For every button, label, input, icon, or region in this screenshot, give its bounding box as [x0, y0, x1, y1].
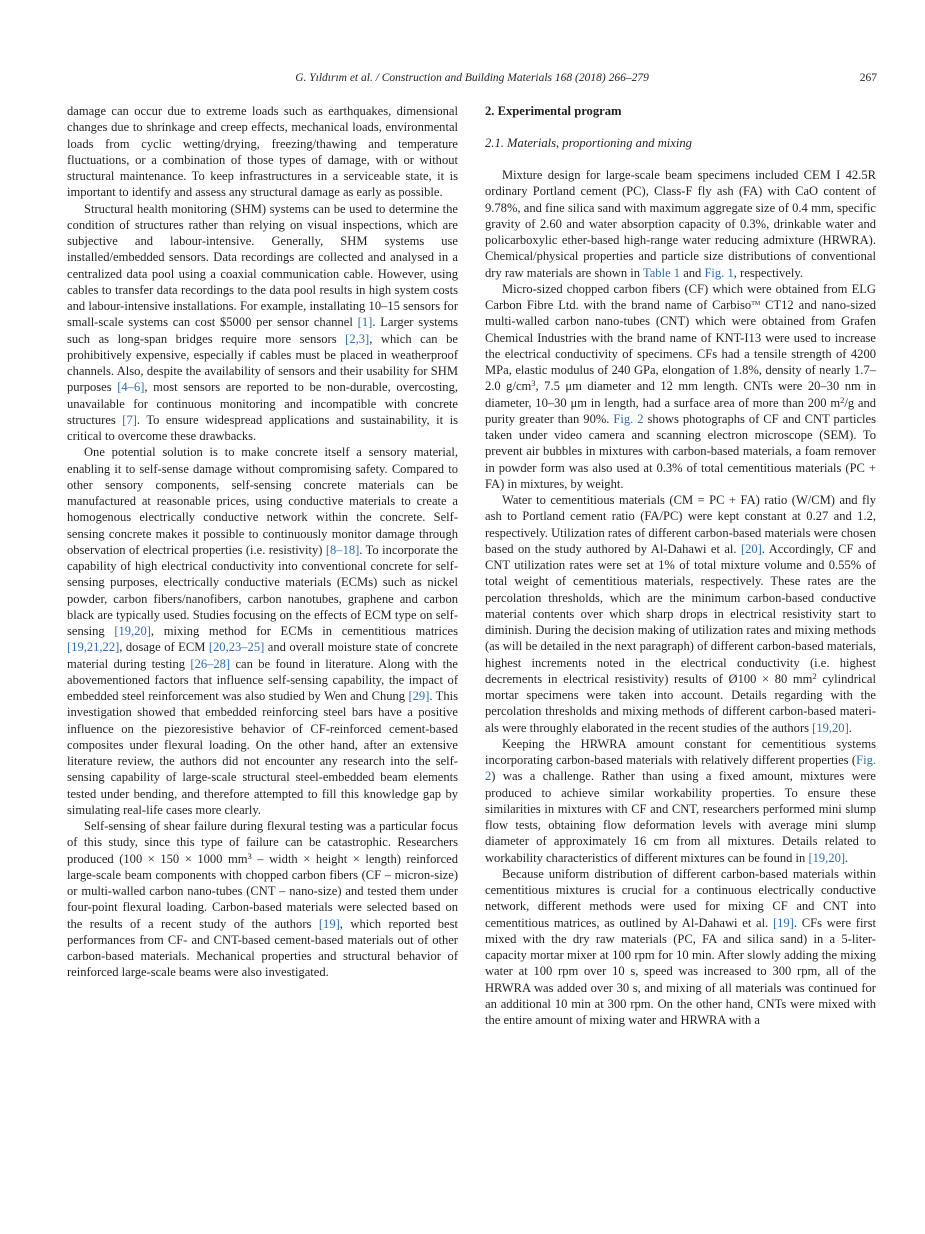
paragraph-carbon-materials: Micro-sized chopped carbon fibers (CF) which were obtained from ELG Carbon Fibre Ltd. with the brand name of Carbiso™ CT12 and nano-sized multi-walled carbon nano-tubes (CNT) which were obtained from Grafen Chemical Industries with the brand name of KNT-I13 were used to increase the electrical conductivity of specimens. CFs had a tensile strength of 4200 MPa, elastic modulus of 240 GPa, elongation of 1.8%, density of nearly 1.7–2.0 $g/cm^3$, 7.5 μm diameter and 12 mm length. CNTs were 20–30 nm in diameter, 10–30 μm in length, had a surface area of more than 200 $m^2/g$ and purity greater than 90%. Fig. 2 shows photographs of CF and CNT particles taken under video camera and scanning electron microscope (SEM). To prevent air bubbles in mixtures with carbon-based materials, a foam remover in powder form was also used at 0.3% of total cementitious materials (PC + FA) in mixtures, by weight. — [485, 281, 877, 491]
right-column — [485, 103, 876, 1028]
subsection-heading: 2.1. Materials, proportioning and mixing — [485, 136, 692, 150]
paragraph-shear-failure: Self-sensing of shear failure during flexural testing was a particular focus of this study, since this type of failure can be catastrophic. Researchers produced (100 × 150 × 1000 $mm^3$ – width × height × length) reinforced large-scale beam components with chopped carbon fibers (CF – micron-size) or multi-walled carbon nano-tubes (CNT – nano-size) and tested them under four-point flexural loading. Carbon-based materials were selected based on the results of a recent study of the authors [19], which reported best performances from CF- and CNT-based cement-based materials out of other carbon-based materials. Mechanical properties and structural behavior of reinforced large-scale beams were also investigated. — [67, 819, 458, 980]
citation-link[interactable]: [1] — [357, 315, 373, 330]
figure-link[interactable]: Fig. 2 — [485, 753, 876, 784]
paragraph-shm: Structural health monitoring (SHM) systems can be used to determine the condition of structures rather than relying on visual inspections, which are subjective and labour-intensive. Generally, SHM systems use installed/embedded sensors. Data recordings are collected and analysed in a centralized data pool using a coaxial communication cable. However, using cables to transfer data recordings to the data pool results in high system costs and labour-intensive installations. For example, installating 10–15 sensors for small-scale systems can cost $5000 per sensor channel [1]. Larger systems such as long-span bridges require more sensors [2,3], which can be prohibitively expensive, especially if cables must be placed in weatherproof channels. Also, despite the availability of sensors and their usability for SHM purposes [4–6], most sensors are reported to be non-durable, overcosting, unavailable for continuous monitoring and incompatible with concrete structures [7]. To ensure widespread applications and sustainability, it is critical to overcome these drawbacks. — [67, 201, 459, 443]
citation-link[interactable]: [19] — [772, 915, 794, 930]
running-title: G. Yıldırım et al. / Construction and Building Materials 168 (2018) 266–279 — [295, 72, 649, 84]
running-header — [67, 72, 877, 88]
figure-link[interactable]: Fig. 2 — [613, 411, 644, 426]
citation-link[interactable]: [2,3] — [345, 331, 370, 346]
citation-link[interactable]: [19] — [318, 916, 340, 931]
citation-link[interactable]: [19,21,22] — [67, 640, 120, 655]
paragraph-ratios: Water to cementitious materials (CM = PC + FA) ratio (W/CM) and fly ash to Portland cement ratio (FA/PC) were kept constant at 0.27 and 1.2, respectively. Utilization rates of different carbon-based materials were chosen based on the study authored by Al-Dahawi et al. [20]. Accordingly, CF and CNT utilization rates were set at 1% of total mixture volume and 0.55% of total weight of cementitious materials, respectively. These rates are the percolation thresholds, which are the minimum carbon-based conductive material contents over which sharp drops in electrical resistivity start to diminish. During the decision making of utilization rates and mixing methods (as will be detailed in the next paragraph) of different carbon-based materials, highest increments noted in the electrical conductivity (i.e. highest decrements in electrical resistivity) results of Ø100 × 80 $mm^2$ cylindrical mortar specimens were taken into account. Details regarding with the percolation thresholds and mixing methods of different carbon-based materials were throughly elaborated in the recent studies of the authors [19,20]. — [485, 493, 876, 735]
citation-link[interactable]: [26–28] — [190, 656, 231, 671]
citation-link[interactable]: [20,23–25] — [208, 640, 265, 655]
citation-link[interactable]: [7] — [122, 412, 137, 427]
citation-link[interactable]: [19,20] — [114, 624, 151, 638]
citation-link[interactable]: [8–18] — [325, 542, 360, 557]
citation-link[interactable]: [19,20] — [808, 850, 846, 865]
paragraph-hrwra: Keeping the HRWRA amount constant for cementitious systems incorporating carbon-based materials with relatively different properties (Fig. 2) was a challenge. Rather than using a fixed amount, mixtures were produced to achieve similar workability properties. To ensure these similarities in mixtures with CF and CNT, researchers performed mini slump flow tests, obtaining flow deformation levels with average mini slump diameter of approximately 16 cm from all mixtures. Details related to workability characteristics of different mixtures can be found in [19,20]. — [485, 736, 876, 865]
paragraph-continuation: damage can occur due to extreme loads such as earthquakes, dimensional changes due to shrinkage and creep effects, mechanical loads, environmental loads from cyclic wetting/drying, freezing/thawing and temperature fluctuations, or a combination of those types of damage, with or without structural maintenance. To keep infrastructures in a serviceable state, it is important to identify and assess any structural damage as early as possible. — [67, 104, 458, 200]
left-column — [67, 103, 458, 981]
citation-link[interactable]: [4–6] — [117, 380, 145, 395]
page-number: 267 — [859, 72, 877, 84]
citation-link[interactable]: [19,20] — [812, 720, 849, 735]
citation-link[interactable]: [20] — [740, 541, 762, 556]
table-link[interactable]: Table 1 — [642, 265, 681, 280]
figure-link[interactable]: Fig. 1 — [704, 265, 734, 280]
section-heading: 2. Experimental program — [485, 104, 622, 118]
citation-link[interactable]: [29] — [408, 689, 430, 703]
paragraph-mixing-method: Because uniform distribution of different carbon-based materials within cementitious mixtures is crucial for a continuous electrically conductive network, different methods were used for mixing CF and CNT into cementitious matrices, as outlined by Al-Dahawi et al. [19]. CFs were first mixed with the dry raw materials (PC, FA and silica sand) in a 5-liter-capacity mortar mixer at 100 rpm for 10 min. After slowly adding the mixing water at 100 rpm over 10 s, speed was increased to 300 rpm, all of the HRWRA was added over 30 s, and mixing of all materials was continued for an additional 10 min at 300 rpm. On the other hand, CNTs were mixed with the entire amount of mixing water and HRWRA with a — [485, 866, 876, 1027]
paragraph-self-sensing: One potential solution is to make concrete itself a sensory material, enabling it to self-sense damage without compromising safety. Compared to other sensory components, self-sensing concrete materials can be manufactured at reasonable prices, using conductive materials to create a homogenous electrically conductive network within the concrete. Self-sensing concrete makes it possible to continuously monitor damage through observation of electrical properties (i.e. resistivity) [8–18]. To incorporate the capability of high electrical conductivity into conventional concrete for self-sensing purposes, electrically conductive materials (ECMs) such as nickel powder, carbon fibers/nanofibers, carbon nanotubes, graphene and carbon black are typically used. Studies focusing on the effects of ECM type on self-sensing [19,20], mixing method for ECMs in cementitious matrices [19,21,22], dosage of ECM [20,23–25] and overall moisture state of concrete material during testing [26–28] can be found in literature. Along with the abovementioned factors that influence self-sensing capability, the impact of embedded steel reinforcement was also studied by Wen and Chung [29]. This investigation showed that embedded reinforcing steel bars have a positive influence on the piezoresistive behavior of CF-reinforced cement-based composites under flexural loading. On the other hand, after an extensive literature review, the authors did not encounter any research into the self-sensing capability of large-scale structural steel-embedded beam elements tested under bending, and therefore attempted to fill this knowledge gap by simulating real-life cases more clearly. — [67, 445, 458, 817]
paragraph-mixture-design: Mixture design for large-scale beam specimens included CEM I 42.5R ordinary Portland cement (PC), Class-F fly ash (FA) with CaO content of 9.78%, and fine silica sand with maximum aggregate size of 0.4 mm, specific gravity of 2.60 and water absorption capacity of 0.3%, drinkable water and policarboxylic ether-based high-range water reducing admixture (HRWRA). Chemical/physical properties and particle size distributions of conventional dry raw materials are shown in Table 1 and Fig. 1, respectively. — [485, 168, 876, 280]
